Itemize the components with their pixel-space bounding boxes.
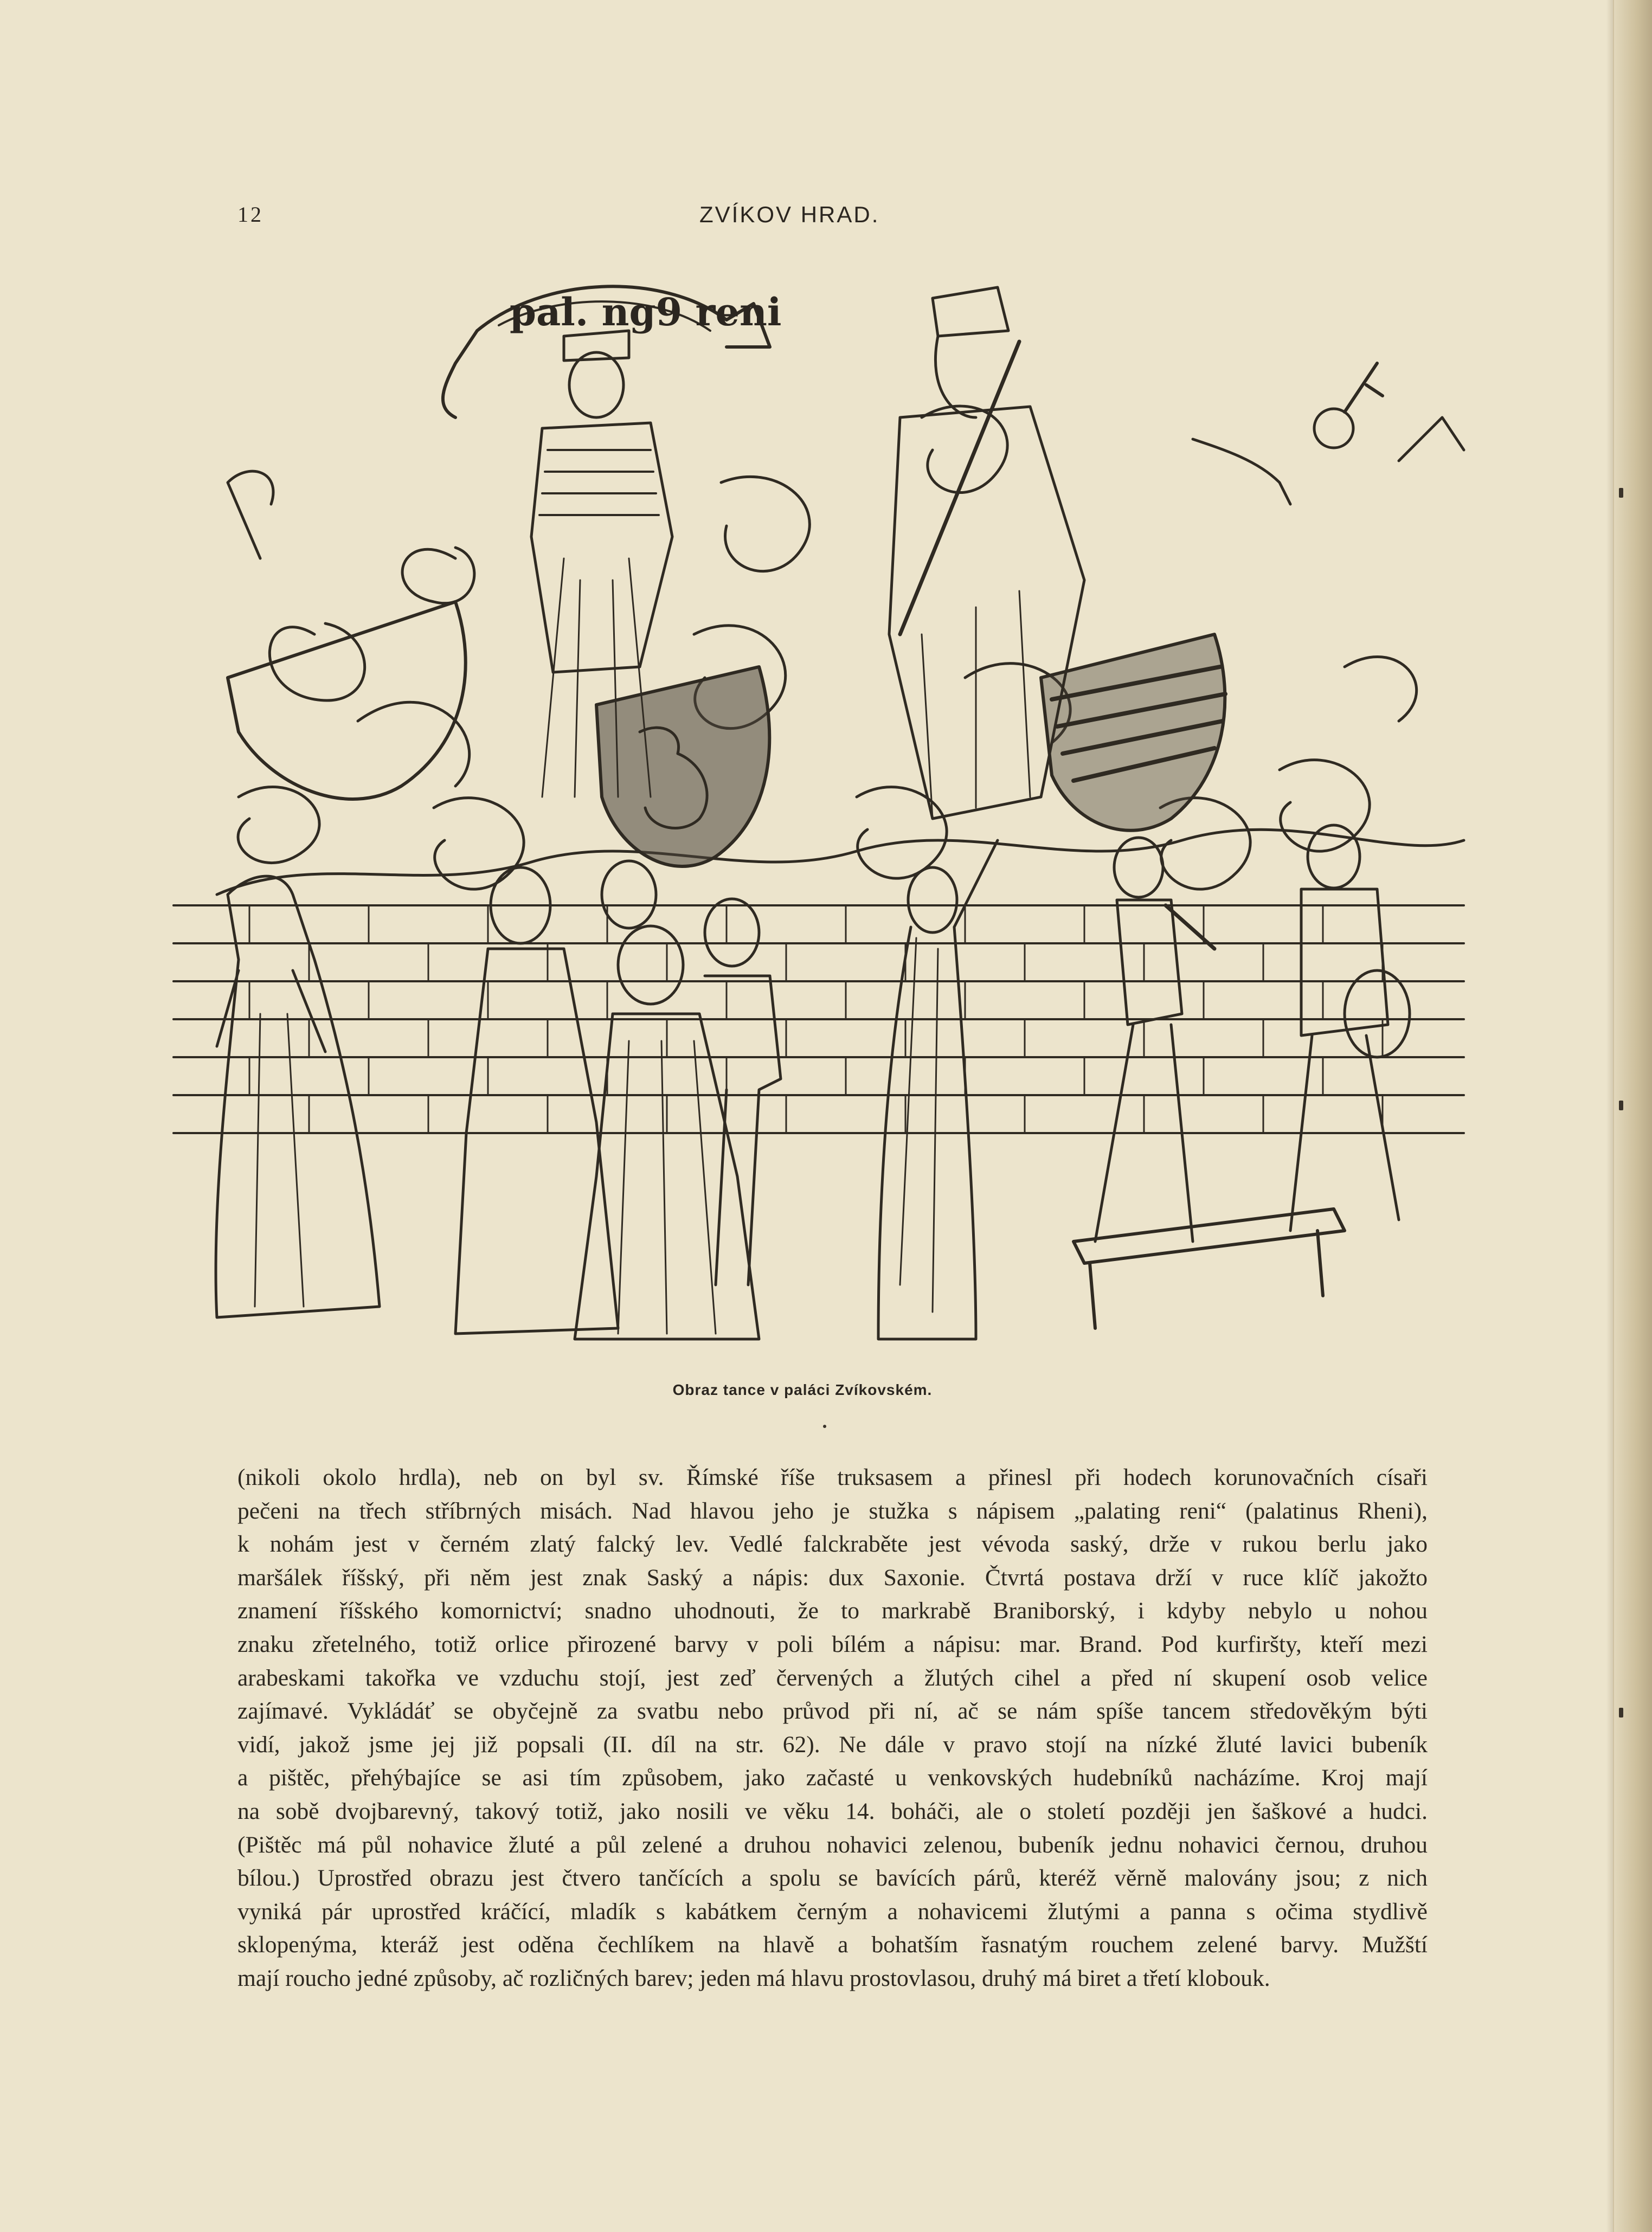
text-line: vyniká pár uprostřed kráčící, mladík s kabátkem černým a nohavicemi žlutými a panna s očima stydlivě — [237, 1898, 1428, 1925]
margin-mark — [1619, 488, 1623, 498]
dancers-center-group — [455, 861, 781, 1339]
musicians-bench — [1074, 1209, 1345, 1328]
text-line: sklopenýma, kteráž jest oděna čechlíkem na hlavě a bohatším řasnatým rouchem zelené barvy. Mužští — [237, 1932, 1428, 1958]
text-line: (nikoli okolo hrdla), neb on byl sv. Římské říše truksasem a přinesl při hodech korunovačních císaři — [237, 1464, 1428, 1490]
margin-mark — [1619, 1101, 1623, 1110]
text-line: znaku zřetelného, totiž orlice přirozené barvy v poli bílém a nápisu: mar. Brand. Pod kurfiršty, kteří mezi — [237, 1631, 1428, 1657]
text-line: vidí, jakož jsme jej již popsali (II. díl na str. 62). Ne dále v pravo stojí na nízké žluté lavici bubeník — [237, 1731, 1428, 1758]
brandenburg-key-figure — [1193, 363, 1383, 504]
running-title: ZVÍKOV HRAD. — [699, 202, 880, 227]
text-line: (Pištěc má půl nohavice žluté a půl zelené a druhou nohavici zelenou, bubeník jednu nohavici černou, druhou — [237, 1831, 1428, 1858]
figure-caption: Obraz tance v paláci Zvíkovském. — [672, 1381, 933, 1398]
banner-inscription: pal. ng9 reni — [510, 290, 782, 335]
text-line: zajímavé. Vykládáť se obyčejně za svatbu nebo průvod při ní, ač se nám spíše tancem středověkým býti — [237, 1698, 1428, 1725]
text-line: a pištěc, přehýbajíce se asi tím způsobem, jako začasté u venkovských hudebníků nacházíme. Kroj mají — [237, 1765, 1428, 1791]
caption-ornament-dot — [823, 1425, 826, 1428]
piper-figure — [1095, 838, 1214, 1242]
body-paragraph — [237, 1461, 1428, 1996]
text-line: znamení říšského komornictví; snadno uhodnouti, že to markrabě Braniborský, i kdyby nebylo u nohou — [237, 1598, 1428, 1624]
text-line: k nohám jest v černém zlatý falcký lev. Vedlé falckraběte jest vévoda saský, drže v rukou berlu jako — [237, 1531, 1428, 1558]
text-line: maršálek říšský, při něm jest znak Saský a nápis: dux Saxonie. Čtvrtá postava drží v ruce klíč jakožto — [237, 1564, 1428, 1591]
text-line: mají roucho jedné způsoby, ač rozličných barev; jeden má hlavu prostovlasou, druhý má biret a třetí klobouk. — [237, 1965, 1270, 1991]
brick-wall — [173, 905, 1464, 1133]
text-line: bílou.) Uprostřed obrazu jest čtvero tančících a spolu se bavících párů, kteréž věrně malovány jsou; z nich — [237, 1865, 1428, 1892]
text-line: arabeskami takořka ve vzduchu stojí, jest zeď červených a žlutých cihel a před ní skupení osob velice — [237, 1664, 1428, 1691]
lion-shield — [596, 667, 769, 866]
text-line: pečeni na třech stříbrných misách. Nad hlavou jeho je stužka s nápisem „palating reni“ (palatinus Rheni), — [237, 1497, 1428, 1524]
page-number: 12 — [237, 202, 263, 227]
text-line: na sobě dvojbarevný, takový totiž, jako nosili ve věku 14. boháči, ale o století později jen šaškové a hudci. — [237, 1798, 1428, 1824]
margin-mark — [1619, 1708, 1623, 1718]
dancer-long-hair — [878, 840, 998, 1339]
inscription-banner — [443, 286, 782, 417]
page-edge — [1613, 0, 1652, 2232]
dance-illustration — [152, 255, 1486, 1382]
drummer-figure — [1290, 825, 1410, 1231]
